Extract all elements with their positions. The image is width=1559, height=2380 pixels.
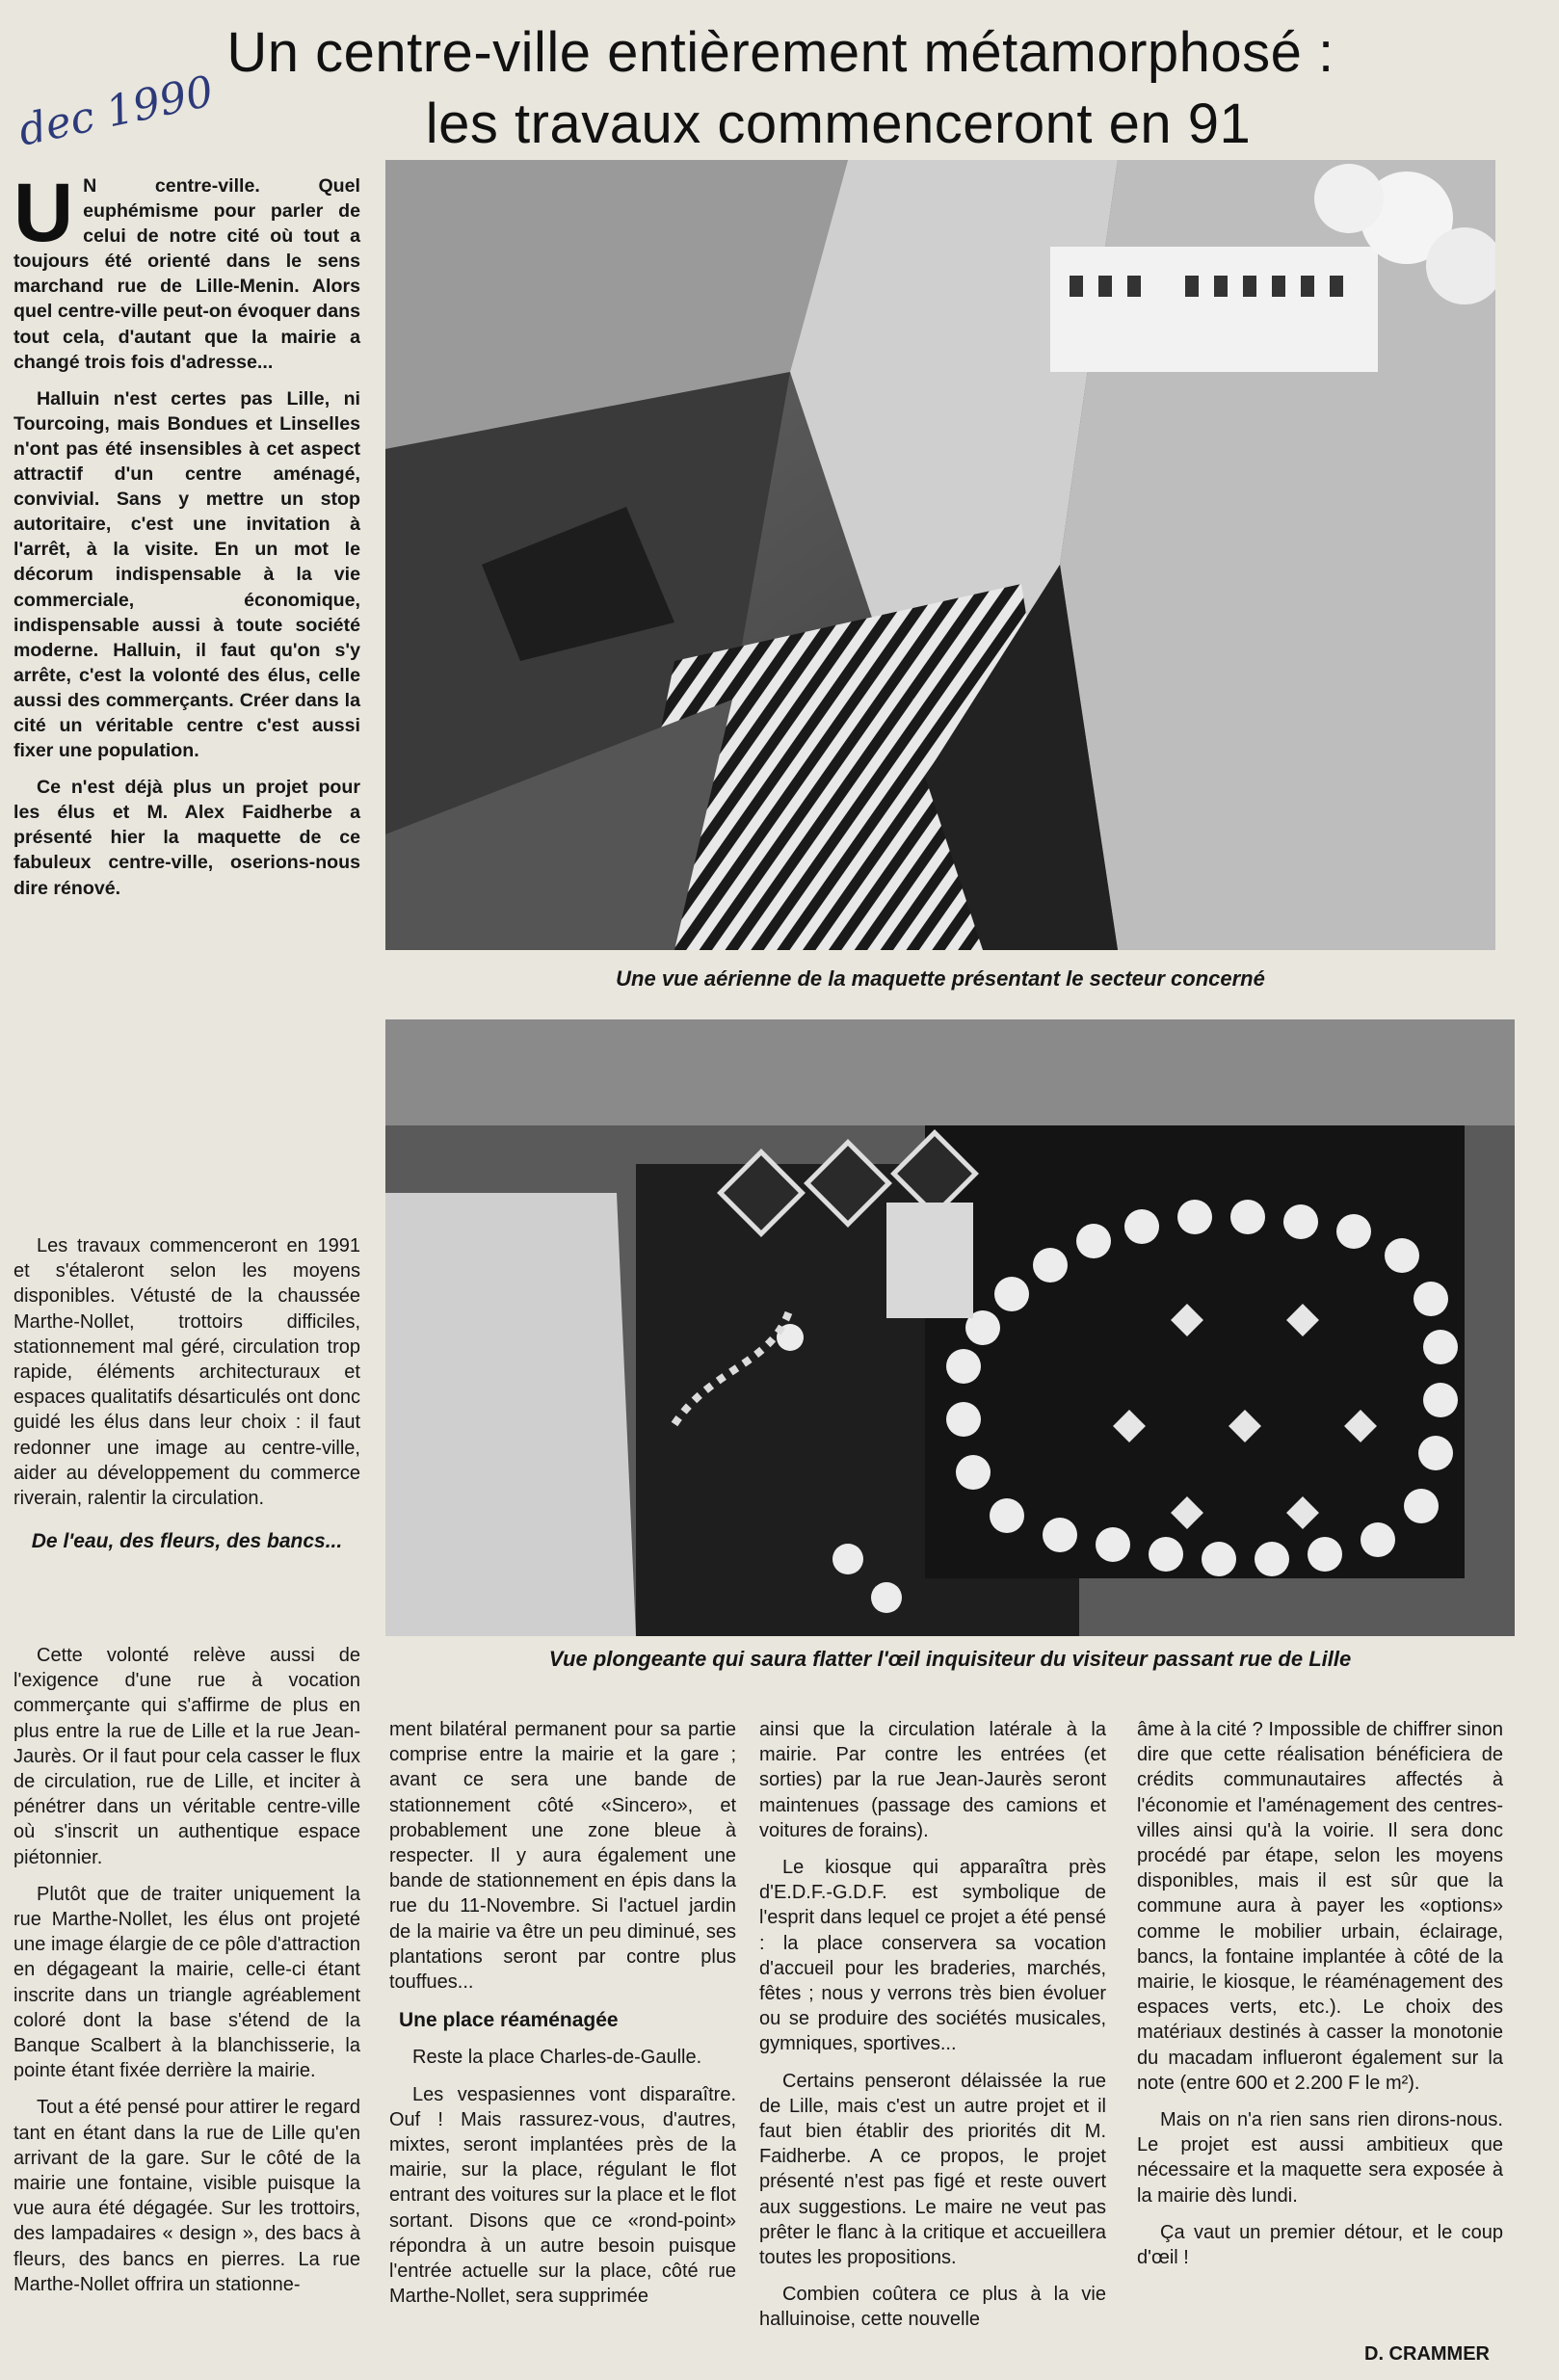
caption-top-down-photo: Vue plongeante qui saura flatter l'œil inquisiteur du visiteur passant rue de Lille xyxy=(548,1647,1352,1671)
top-down-model-illustration xyxy=(385,1019,1515,1636)
body-paragraph-6: Plutôt que de traiter uniquement la rue Marthe-Nollet, les élus ont projeté une image élargie de ce pôle d'attraction en dégageant la mairie, celle-ci étant inscrite dans un triangle agréablement coloré dont la base s'étend de la Banque Scalbert à la blanchisserie, la pointe étant fixée derrière la mairie. xyxy=(13,1883,360,2082)
column-4-paragraph-1: âme à la cité ? Impossible de chiffrer sinon dire que cette réalisation bénéficiera de crédits communautaires affectés à l'économie et l'aménagement des centres-villes ainsi qu'à la voirie. Il sera donc procédé par étape, selon les moyens disponibles, mais il est sûr que la commune aura à payer les «options» comme le mobilier urbain, éclairage, bancs, la fontaine implantée à côté de la mairie, le kiosque, le réaménagement des espaces verts, etc.). Le choix des matériaux destinés à casser la monotonie du macadam influeront également sur la note (entre 600 et 2.200 F le m²). xyxy=(1137,1719,1503,2094)
intro-paragraph-3: Ce n'est déjà plus un projet pour les élus et M. Alex Faidherbe a présenté hier la maquette de ce fabuleux centre-ville, oserions-nous dire rénové. xyxy=(13,777,360,899)
intro-paragraph-2: Halluin n'est certes pas Lille, ni Tourcoing, mais Bondues et Linselles n'ont pas été insensibles à cet aspect attractif d'un centre aménagé, convivial. Sans y mettre un stop autoritaire, c'est une invitation à l'arrêt, à la visite. En un mot le décorum indispensable à la vie commerciale, économique, indispensable aussi à toute société moderne. Halluin, il faut qu'on s'y arrête, c'est la volonté des élus, celle aussi des commerçants. Créer dans la cité un véritable centre c'est aussi fixer une population. xyxy=(13,387,360,762)
column-3-paragraph-1: ainsi que la circulation latérale à la mairie. Par contre les entrées (et sorties) par la rue Jean-Jaurès seront maintenues (passage des camions et voitures de forains). xyxy=(759,1719,1106,1841)
drop-cap: U xyxy=(13,167,74,259)
body-column-2 xyxy=(389,1717,736,2320)
column-2-paragraph-1: ment bilatéral permanent pour sa partie comprise entre la mairie et la gare ; avant ce sera une bande de stationnement côté «Sincero», et probablement une zone bleue à respecter. Il y aura également une bande de stationnement en épis dans la rue du 11-Novembre. Si l'actuel jardin de la mairie va être un peu diminué, ses plantations seront par contre plus touffues... xyxy=(389,1719,736,1994)
subheading-water-flowers: De l'eau, des fleurs, des bancs... xyxy=(31,1530,343,1553)
aerial-model-illustration xyxy=(385,160,1495,950)
body-column-left-lower xyxy=(13,1643,360,2309)
column-2-paragraph-2: Reste la place Charles-de-Gaulle. xyxy=(412,2047,702,2069)
headline xyxy=(39,17,1522,160)
headline-line-2: les travaux commenceront en 91 xyxy=(425,93,1252,155)
column-4-paragraph-2: Mais on n'a rien sans rien dirons-nous. Le projet est aussi ambitieux que nécessaire et la maquette sera exposée à la mairie dès lundi. xyxy=(1137,2109,1503,2207)
body-column-left-upper xyxy=(13,1233,360,1570)
column-3-paragraph-4: Combien coûtera ce plus à la vie halluinoise, cette nouvelle xyxy=(759,2284,1106,2331)
column-3-paragraph-3: Certains penseront délaissée la rue de Lille, mais c'est un autre projet et il faut bien établir des priorités dit M. Faidherbe. A ce propos, le projet présenté n'est pas figé et reste ouvert aux suggestions. Le maire ne veut pas prêter le flanc à la critique et accueillera toutes les propositions. xyxy=(759,2070,1106,2269)
author-signature: D. CRAMMER xyxy=(1364,2343,1490,2365)
column-4-paragraph-3: Ça vaut un premier détour, et le coup d'œil ! xyxy=(1137,2221,1503,2269)
intro-column xyxy=(13,167,360,912)
column-3-paragraph-2: Le kiosque qui apparaîtra près d'E.D.F.-G.D.F. est symbolique de l'esprit dans lequel ce projet a été pensé : la place conservera sa vocation d'accueil pour les braderies, marchés, fêtes ; nous y verrons très bien évoluer ou se produire des sociétés musicales, gymniques, sportives... xyxy=(759,1857,1106,2055)
top-down-model-photo xyxy=(385,1019,1515,1636)
caption-aerial-photo: Une vue aérienne de la maquette présentant le secteur concerné xyxy=(616,966,1265,991)
body-column-3 xyxy=(759,1717,1106,2344)
body-paragraph-4: Les travaux commenceront en 1991 et s'étaleront selon les moyens disponibles. Vétusté de la chaussée Marthe-Nollet, trottoirs difficiles, stationnement mal géré, circulation trop rapide, éléments architecturaux et espaces qualitatifs désarticulés ont donc guidé les élus dans leur choix : il faut redonner une image au centre-ville, aider au développement du commerce riverain, ralentir la circulation. xyxy=(13,1235,360,1510)
intro-paragraph-1 xyxy=(13,167,360,375)
column-2-paragraph-3: Les vespasiennes vont disparaître. Ouf ! Mais rassurez-vous, d'autres, mixtes, seront implantées près de la mairie, sur la place, régulant le flot entrant des voitures sur la place et le flot sortant. Disons que ce «rond-point» répondra à un autre besoin puisque l'entrée actuelle sur la place, côté rue Marthe-Nollet, sera supprimée xyxy=(389,2083,736,2308)
intro-paragraph-1-text: N centre-ville. Quel euphémisme pour parler de celui de notre cité où tout a toujours été orienté dans le sens marchand rue de Lille-Menin. Alors quel centre-ville peut-on évoquer dans tout cela, d'autant que la mairie a changé trois fois d'adresse... xyxy=(13,175,360,373)
body-paragraph-7: Tout a été pensé pour attirer le regard tant en étant dans la rue de Lille qu'en arrivant de la gare. Sur le côté de la mairie une fontaine, visible puisque la vue aura été dégagée. Sur les trottoirs, des lampadaires « design », des bacs à fleurs, des bancs en pierres. La rue Marthe-Nollet offrira un stationne- xyxy=(13,2097,360,2295)
headline-line-1: Un centre-ville entièrement métamorphosé : xyxy=(226,21,1334,84)
body-paragraph-5: Cette volonté relève aussi de l'exigence d'une rue à vocation commerçante qui s'affirme de plus en plus entre la rue de Lille et la rue Jean-Jaurès. Or il faut pour cela casser le flux de circulation, rue de Lille, et inciter à pénétrer dans un véritable centre-ville où s'inscrit un authentique espace piétonnier. xyxy=(13,1645,360,1868)
aerial-model-photo xyxy=(385,160,1495,950)
body-column-4 xyxy=(1137,1717,1503,2282)
handwritten-date-note: dec 1990 xyxy=(13,66,218,156)
subheading-place-reamenagee: Une place réaménagée xyxy=(399,2009,619,2032)
